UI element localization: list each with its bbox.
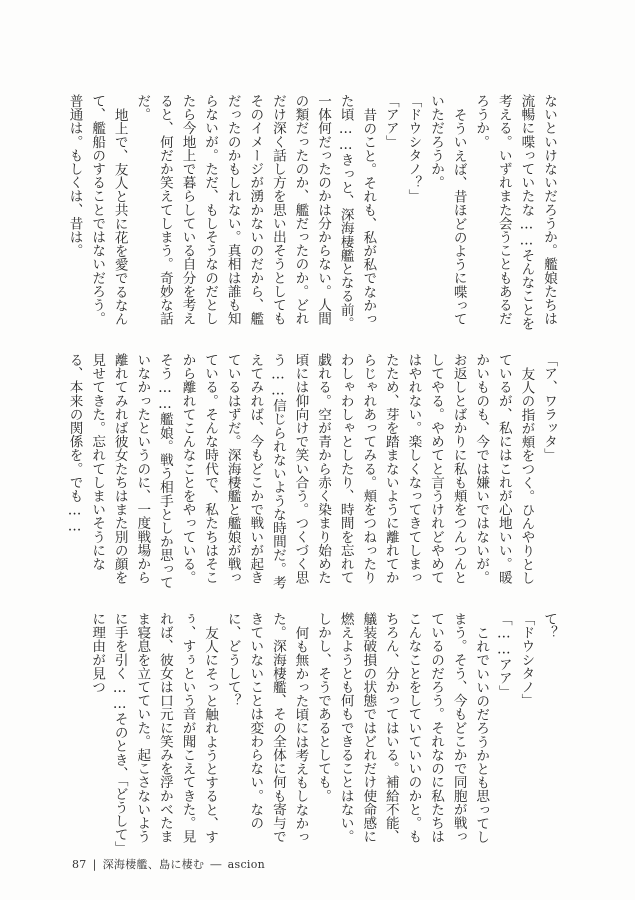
paragraph: ないといけないだろうか。艦娘たちは流暢に喋っていたな……そんなことを考える。いずれまた会うこともあるだろうか。 [473, 94, 557, 330]
book-title: 深海棲艦、島に棲む [102, 858, 205, 871]
paragraph: 友人にそっと触れようとすると、すぅ、すぅという音が聞こえてきた。見れば、彼女は口元に笑みを浮かべたまま寝息を立てていた。起こさないように手を引く……そのとき、「どうして」に理由が見つ [89, 612, 219, 848]
text-tier-top [66, 94, 560, 332]
paragraph: て？ [541, 612, 557, 640]
paragraph: 地上で、友人と共に花を愛でるなんて、艦船のすることではないだろう。普通は。もしくは、昔は。 [66, 94, 128, 326]
page-number: 87 [72, 858, 87, 871]
page-footer [72, 856, 265, 872]
paragraph: 友人の指が頬をつく。ひんやりとしているが、私にはこれが心地いい。暖かいものも、今では嫌いではないが。お返しとばかりに私も頬をつんつんとしてやる。やめてと言うけれどやめてはやれない。楽しくなってきてしまったため、芽を踏まないように離れてからじゃれあってみる。頬をつねったりわしゃわしゃとしたり、時間を忘れて戯れる。空が青から赤く染まり始めた頃には仰向けで笑い合う。つくづく思う……信じられないような時間だ。考えてみれば、今もどこかで戦いが起きているはずだ。深海棲艦と艦娘が戦っている。そんな時代で、私たちはそこから離れてこんなことをやっている。そう……艦娘。戦う相手としか思っていなかったというのに、一度戦場から離れてみれば彼女たちはまた別の顔を見せてきた。忘れてしまいそうになる、本来の関係を。でも…… [66, 353, 535, 589]
paragraph: 何も無かった頃には考えもしなかった。深海棲艦、その全体に何も寄与できていないことは変わらない。なのに、どうして？ [224, 612, 309, 844]
text-tier-middle [66, 353, 560, 591]
dialogue-line: 「ドウシタノ？」 [405, 94, 422, 203]
dialogue-line: 「ドウシタノ」 [518, 612, 535, 708]
author-name: ascion [227, 858, 266, 871]
paragraph: そういえば、昔ほどのように喋っていただろうか。 [428, 94, 467, 326]
folio-dash: ― [210, 858, 222, 871]
dialogue-line: 「アア」 [382, 94, 399, 149]
paragraph: 昔のこと。それも、私が私でなかった頃……きっと、深海棲艦となる前。一体何だったのかは分からない。人間の類だったのか、艦だったのか。どれだけ深く話し方を思い出そうとしてもそのイメージが湧かないのだから、艦だったのかもしれない。真相は誰も知らないが。ただ、もしそうなのだとしたら今地上で暮らしている自分を考えると、何だか笑えてしまう。奇妙な話だ。 [134, 94, 377, 330]
dialogue-line: 「……アア」 [495, 612, 512, 699]
dialogue-line: 「ア、ワラッタ」 [541, 353, 557, 462]
text-tier-bottom [78, 612, 560, 850]
folio-divider: | [92, 858, 97, 871]
paragraph: これでいいのだろうかとも思ってしまう。そう、今もどこかで同胞が戦っているのだろう。それなのに私たちはこんなことをしていていいのかと。もちろん、分かってはいる。補給不能、艤装破損の状態ではどれだけ使命感に燃えようとも何もできることはない。しかし、そうであるとしても。 [315, 612, 490, 844]
